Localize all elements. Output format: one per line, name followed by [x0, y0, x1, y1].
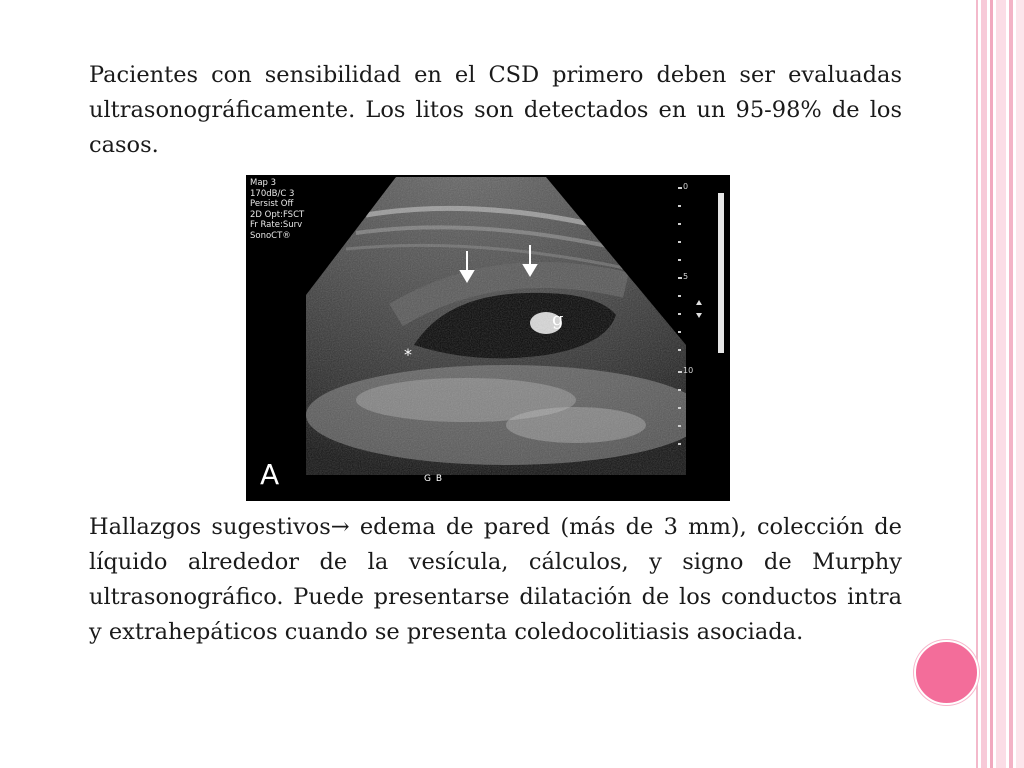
stone-label: g — [552, 309, 564, 330]
depth-label-5: 5 — [683, 272, 689, 281]
paragraph-intro: Pacientes con sensibilidad en el CSD primero deben ser evaluadas ultrasonográficamente. Los litos son detectados en un 95-98% de los casos. — [89, 62, 902, 158]
ultrasound-settings-text — [250, 178, 304, 241]
decorative-pink-circle — [914, 640, 979, 705]
ultrasound-image — [246, 175, 730, 501]
panel-letter: A — [260, 458, 280, 491]
info-line: Persist Off — [250, 199, 294, 209]
star-marker: * — [404, 345, 412, 364]
organ-label: G B — [424, 474, 444, 484]
depth-label-10: 10 — [683, 366, 694, 375]
depth-label-0: 0 — [683, 182, 689, 191]
info-line: Fr Rate:Surv — [250, 220, 303, 230]
info-line: 2D Opt:FSCT — [250, 209, 305, 220]
info-line: 170dB/C 3 — [250, 188, 295, 199]
paragraph-findings: Hallazgos sugestivos→ edema de pared (más de 3 mm), colección de líquido alrededor de la vesícula, cálculos, y signo de Murphy ultrasonográfico. Puede presentarse dilatación de los conductos intra y extrahepáticos cuando se presenta coledocolitiasis asociada. — [89, 514, 902, 645]
decorative-stripes — [976, 0, 1024, 768]
info-line: Map 3 — [250, 178, 277, 188]
info-line: SonoCT® — [250, 230, 291, 241]
